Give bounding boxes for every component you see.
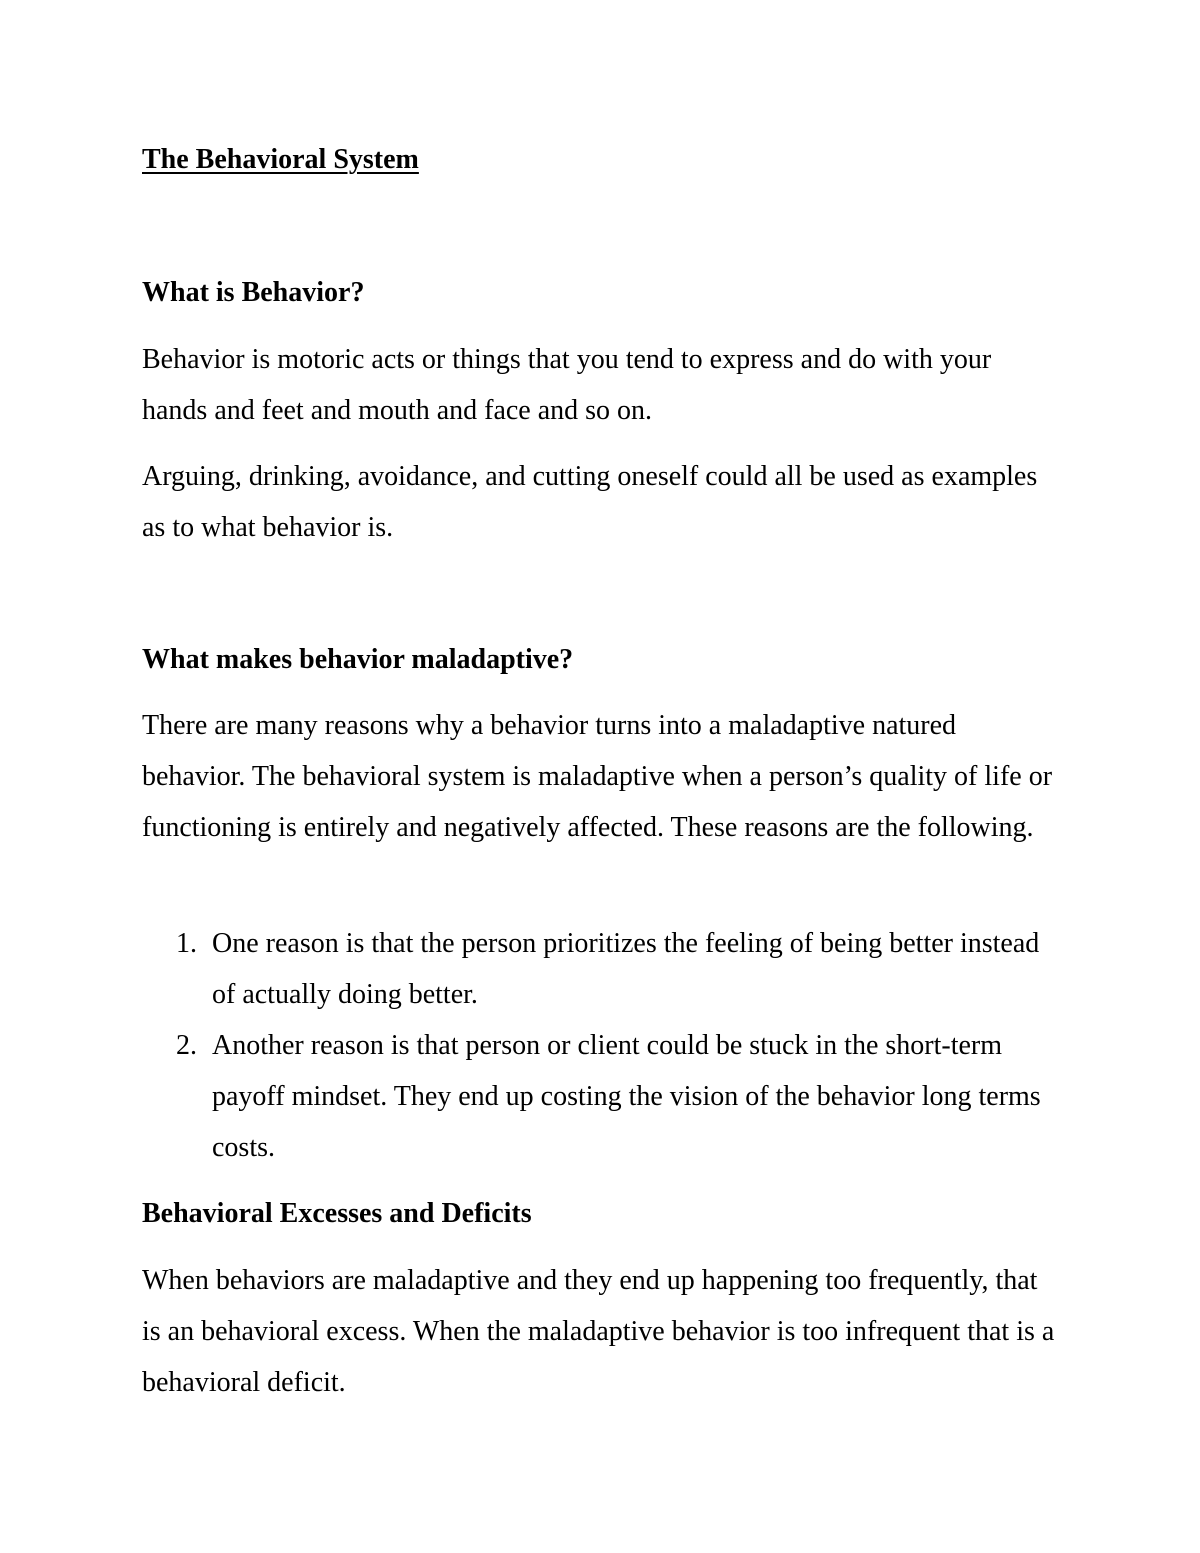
section-heading-what-is-behavior: What is Behavior? — [142, 277, 365, 308]
paragraph-behavior-definition: Behavior is motoric acts or things that you tend to express and do with your hands and feet and mouth and face and so on. — [142, 344, 992, 426]
section-heading-excesses-deficits: Behavioral Excesses and Deficits — [142, 1198, 532, 1229]
list-item-number: 2. — [176, 1030, 197, 1061]
reasons-list — [142, 918, 1062, 1173]
list-item-number: 1. — [176, 928, 197, 959]
list-item — [142, 918, 1062, 1020]
list-item-text: Another reason is that person or client could be stuck in the short-term payoff mindset. They end up costing the vision of the behavior long terms costs. — [212, 1030, 1041, 1163]
document-title: The Behavioral System — [142, 144, 419, 175]
list-item-text: One reason is that the person prioritizes the feeling of being better instead of actually doing better. — [212, 928, 1040, 1010]
section-heading-maladaptive: What makes behavior maladaptive? — [142, 644, 574, 675]
paragraph-behavior-examples: Arguing, drinking, avoidance, and cutting oneself could all be used as examples as to what behavior is. — [142, 461, 1038, 543]
list-item — [142, 1020, 1062, 1173]
paragraph-maladaptive-reasons: There are many reasons why a behavior turns into a maladaptive natured behavior. The behavioral system is maladaptive when a person’s quality of life or functioning is entirely and negatively affected. These reasons are the following. — [142, 710, 1053, 843]
paragraph-excesses-deficits: When behaviors are maladaptive and they end up happening too frequently, that is an behavioral excess. When the maladaptive behavior is too infrequent that is a behavioral deficit. — [142, 1265, 1055, 1398]
